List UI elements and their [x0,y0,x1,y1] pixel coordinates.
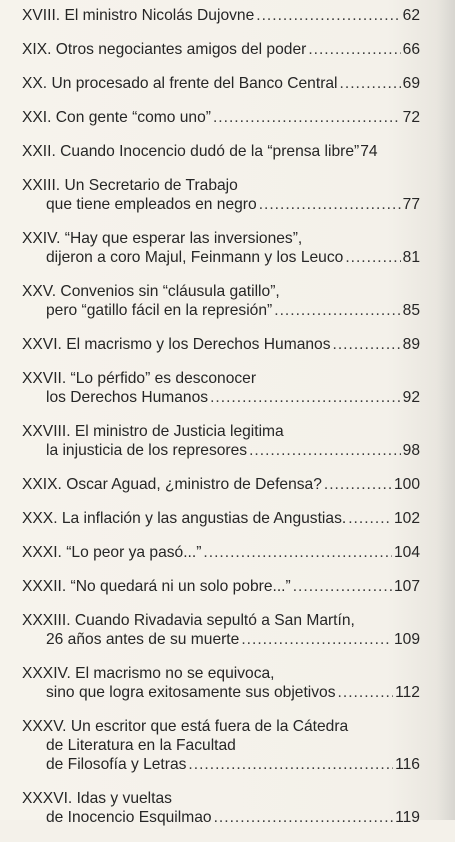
toc-entry [22,335,420,354]
toc-entry-title: XXXVI. Idas y vueltas [22,790,172,807]
toc-entry-first-line [22,664,420,683]
toc-entry [22,509,420,528]
toc-entry-continuation-line [22,736,420,755]
dot-leader [210,388,401,407]
toc-entry-continuation-line [22,195,420,214]
toc-entry-first-line [22,369,420,388]
toc-entry-title: XXX. La inflación y las angustias de Angustias. [22,510,347,527]
toc-page-number: 66 [402,41,420,58]
toc-page-number: 109 [393,631,420,648]
toc-entry-first-line [22,717,420,736]
toc-entry-continuation-line [22,683,420,702]
toc-page-number: 112 [395,684,420,701]
dot-leader [345,248,400,267]
toc-entry-first-line [22,335,420,354]
toc-entry-title: XVIII. El ministro Nicolás Dujovne [22,7,255,24]
toc-entry-title: XXI. Con gente “como uno” [22,109,211,126]
toc-page-number: 119 [395,809,420,826]
toc-entry-title: XXVIII. El ministro de Justicia legitima [22,423,284,440]
toc-entry-title: de Literatura en la Facultad [46,737,236,754]
toc-page-number: 98 [402,442,420,459]
dot-leader [340,74,401,93]
toc-entry-first-line [22,108,420,127]
toc-entry [22,229,420,267]
toc-page-number: 92 [402,389,420,406]
toc-entry [22,108,420,127]
toc-entry-continuation-line [22,388,420,407]
toc-page-number: 102 [393,510,420,527]
toc-page-number: 77 [402,196,420,213]
toc-entry [22,74,420,93]
dot-leader [333,335,401,354]
toc-page-number: 69 [402,75,420,92]
dot-leader [249,441,401,460]
toc-page-number: 62 [402,7,420,24]
toc-entry-title: sino que logra exitosamente sus objetivos [46,684,336,701]
toc-page-number: 72 [402,109,420,126]
toc-entry-title: que tiene empleados en negro [46,196,257,213]
toc-entry-first-line [22,577,420,596]
toc-entry-title: XXII. Cuando Inocencio dudó de la “prensa libre” [22,143,360,160]
toc-entry-first-line [22,543,420,562]
toc-entry [22,422,420,460]
toc-entry [22,142,420,161]
toc-entry-first-line [22,74,420,93]
dot-leader [213,108,401,127]
toc-page-number: 104 [393,544,420,561]
toc-entry-first-line [22,422,420,441]
toc-entry-title: de Inocencio Esquilmao [46,809,212,826]
toc-entry-continuation-line [22,808,420,827]
toc-entry-title: XXVI. El macrismo y los Derechos Humanos [22,336,331,353]
dot-leader [214,808,394,827]
toc-entry-title: XXXI. “Lo peor ya pasó...” [22,544,202,561]
toc-entry-title: pero “gatillo fácil en la represión” [46,302,273,319]
toc-entry [22,577,420,596]
toc-page-number: 89 [402,336,420,353]
toc-entry-title: XIX. Otros negociantes amigos del poder [22,41,307,58]
toc-entry-first-line [22,176,420,195]
toc-entry-title: los Derechos Humanos [46,389,209,406]
toc-page-number: 116 [395,756,420,773]
toc-entry-first-line [22,142,420,161]
toc-entry-title: dijeron a coro Majul, Feinmann y los Leuco [46,249,344,266]
toc-entry-continuation-line [22,630,420,649]
dot-leader [308,40,400,59]
dot-leader [348,509,392,528]
toc-entry [22,6,420,25]
toc-entry-title: XXV. Convenios sin “cláusula gatillo”, [22,283,280,300]
toc-entry [22,282,420,320]
toc-entry [22,40,420,59]
dot-leader [241,630,392,649]
toc-entry-title: XXIII. Un Secretario de Trabajo [22,177,238,194]
toc-entry-first-line [22,509,420,528]
toc-page-number: 100 [393,476,420,493]
toc-entry [22,369,420,407]
toc-entry [22,176,420,214]
toc-entry-first-line [22,789,420,808]
toc-page-number: 81 [402,249,420,266]
dot-leader [338,683,394,702]
toc-page-number: 85 [402,302,420,319]
toc-page-number: 107 [393,578,420,595]
toc-entry-continuation-line [22,441,420,460]
toc-entry [22,664,420,702]
toc-entry-first-line [22,611,420,630]
dot-leader [188,755,393,774]
toc-entry-title: 26 años antes de su muerte [46,631,240,648]
toc-entry-first-line [22,40,420,59]
toc-entry-continuation-line [22,301,420,320]
toc-entry-first-line [22,6,420,25]
toc-entry-title: XXVII. “Lo pérfido” es desconocer [22,370,257,387]
table-of-contents [22,6,420,842]
toc-entry-first-line [22,229,420,248]
toc-entry-first-line [22,475,420,494]
dot-leader [274,301,400,320]
toc-entry [22,475,420,494]
toc-entry-continuation-line [22,755,420,774]
dot-leader [203,543,392,562]
dot-leader [256,6,400,25]
toc-entry-title: la injusticia de los represores [46,442,248,459]
toc-entry [22,717,420,774]
dot-leader [293,577,392,596]
toc-entry-title: XXXII. “No quedará ni un solo pobre...” [22,578,291,595]
toc-entry [22,543,420,562]
toc-entry-title: XXXIV. El macrismo no se equivoca, [22,665,275,682]
toc-page-number: 74 [360,143,378,160]
toc-entry-title: XX. Un procesado al frente del Banco Central [22,75,338,92]
toc-entry [22,789,420,827]
dot-leader [324,475,392,494]
toc-entry-title: XXIX. Oscar Aguad, ¿ministro de Defensa? [22,476,322,493]
toc-entry-title: XXXIII. Cuando Rivadavia sepultó a San Martín, [22,612,355,629]
toc-entry-continuation-line [22,248,420,267]
toc-entry-title: XXIV. “Hay que esperar las inversiones”, [22,230,303,247]
toc-entry-title: XXXV. Un escritor que está fuera de la Cátedra [22,718,349,735]
toc-entry [22,611,420,649]
dot-leader [259,195,401,214]
toc-entry-first-line [22,282,420,301]
toc-entry-title: de Filosofía y Letras [46,756,187,773]
